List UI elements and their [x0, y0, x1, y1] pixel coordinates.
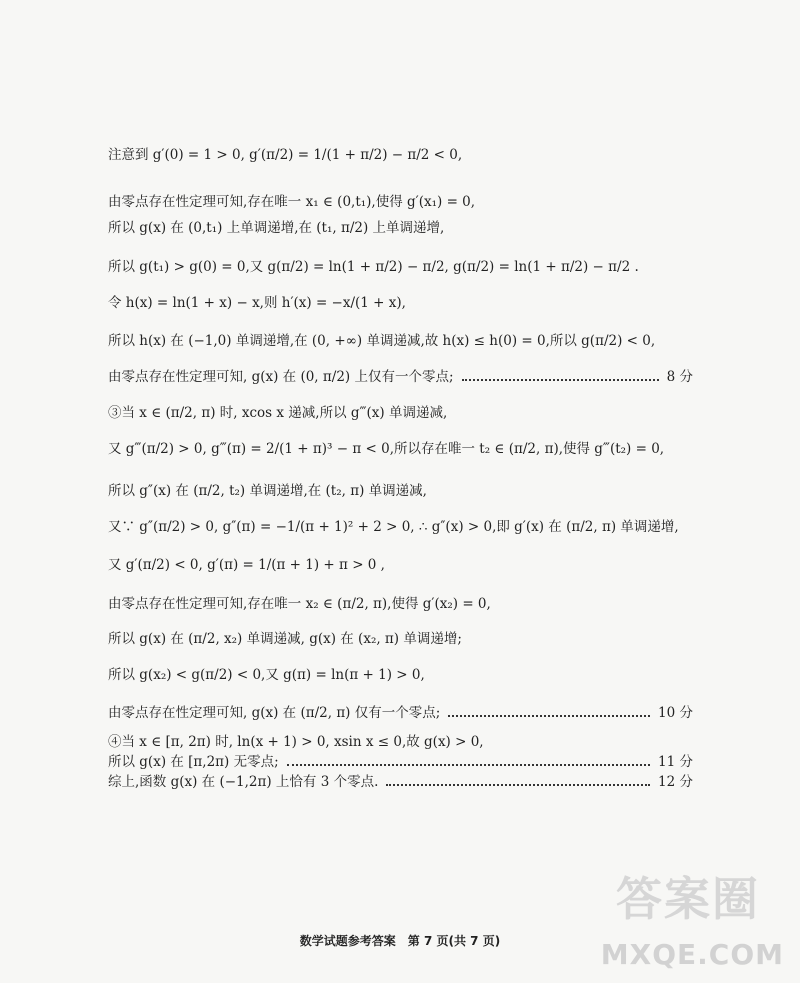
scored-line: [108, 753, 693, 771]
dotted-leader: [386, 783, 650, 786]
scored-line: [108, 704, 693, 722]
solution-line: 所以 g(t₁) > g(0) = 0,又 g(π/2) = ln(1 + π/2) − π/2, g(π/2) = ln(1 + π/2) − π/2 .: [108, 259, 639, 275]
solution-line: 由零点存在性定理可知,存在唯一 x₂ ∈ (π/2, π),使得 g′(x₂) = 0,: [108, 596, 491, 612]
scored-line: [108, 773, 693, 791]
score-label: 8 分: [666, 369, 693, 385]
watermark-url: MXQE.COM: [600, 938, 784, 971]
solution-line: 又 g′(π/2) < 0, g′(π) = 1/(π + 1) + π > 0 ,: [108, 557, 385, 573]
solution-line: 所以 g″(x) 在 (π/2, t₂) 单调递增,在 (t₂, π) 单调递减,: [108, 483, 427, 499]
solution-line: 由零点存在性定理可知,存在唯一 x₁ ∈ (0,t₁),使得 g′(x₁) = 0,: [108, 194, 476, 210]
scored-line-text: 由零点存在性定理可知, g(x) 在 (0, π/2) 上仅有一个零点;: [108, 369, 454, 385]
solution-line: 令 h(x) = ln(1 + x) − x,则 h′(x) = −x/(1 + x),: [108, 295, 406, 311]
solution-line: 又 g‴(π/2) > 0, g‴(π) = 2/(1 + π)³ − π < 0,所以存在唯一 t₂ ∈ (π/2, π),使得 g‴(t₂) = 0,: [108, 441, 665, 457]
solution-line: ④当 x ∈ [π, 2π) 时, ln(x + 1) > 0, xsin x ≤ 0,故 g(x) > 0,: [108, 734, 484, 750]
score-label: 11 分: [658, 754, 693, 770]
scored-line-text: 所以 g(x) 在 [π,2π) 无零点;: [108, 754, 279, 770]
watermark-text: 答案圈: [616, 872, 760, 926]
scored-line: [108, 368, 693, 386]
solution-line: 注意到 g′(0) = 1 > 0, g′(π/2) = 1/(1 + π/2) − π/2 < 0,: [108, 147, 463, 163]
page-footer: 数学试题参考答案 第 7 页(共 7 页): [299, 934, 501, 948]
scored-line-text: 综上,函数 g(x) 在 (−1,2π) 上恰有 3 个零点.: [108, 774, 379, 790]
solution-line: 所以 g(x) 在 (π/2, x₂) 单调递减, g(x) 在 (x₂, π) 单调递增;: [108, 631, 462, 647]
score-label: 10 分: [658, 705, 693, 721]
score-label: 12 分: [658, 774, 693, 790]
solution-line: 所以 g(x₂) < g(π/2) < 0,又 g(π) = ln(π + 1) > 0,: [108, 667, 425, 683]
solution-line: ③当 x ∈ (π/2, π) 时, xcos x 递减,所以 g‴(x) 单调递减,: [108, 405, 448, 421]
dotted-leader: [462, 378, 659, 381]
watermark-logo: [598, 863, 788, 973]
dotted-leader: [448, 714, 650, 717]
solution-line: 又∵ g″(π/2) > 0, g″(π) = −1/(π + 1)² + 2 > 0, ∴ g″(x) > 0,即 g′(x) 在 (π/2, π) 单调递增,: [108, 519, 679, 535]
scored-line-text: 由零点存在性定理可知, g(x) 在 (π/2, π) 仅有一个零点;: [108, 705, 441, 721]
dotted-leader: [287, 763, 650, 766]
solution-line: 所以 g(x) 在 (0,t₁) 上单调递增,在 (t₁, π/2) 上单调递增,: [108, 220, 445, 236]
solution-line: 所以 h(x) 在 (−1,0) 单调递增,在 (0, +∞) 单调递减,故 h(x) ≤ h(0) = 0,所以 g(π/2) < 0,: [108, 333, 656, 349]
